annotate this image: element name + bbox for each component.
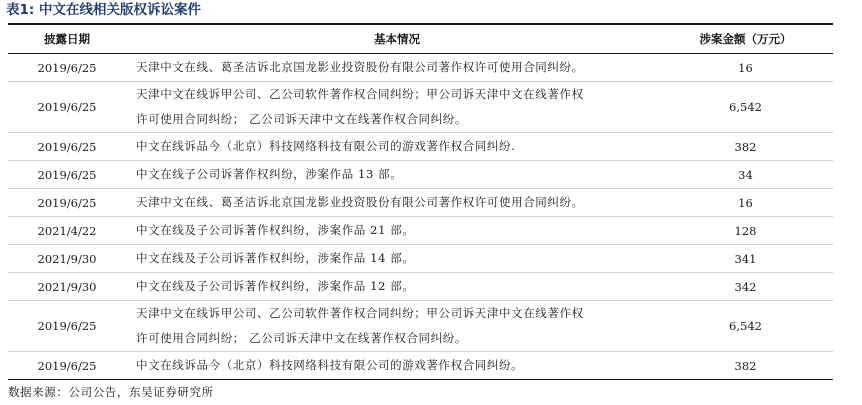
cell-amount: 16 <box>658 189 833 217</box>
cell-amount: 382 <box>658 133 833 161</box>
cell-description <box>126 189 658 217</box>
cell-date: 2019/6/25 <box>8 189 126 217</box>
description-line: 天津中文在线、葛圣洁诉北京国龙影业投资股份有限公司著作权许可使用合同纠纷。 <box>136 60 584 74</box>
cell-date: 2019/6/25 <box>8 82 126 133</box>
cell-date: 2019/6/25 <box>8 133 126 161</box>
cell-description <box>126 54 658 82</box>
cell-date: 2021/9/30 <box>8 273 126 301</box>
cell-amount: 6,542 <box>658 82 833 133</box>
description-line: 许可使用合同纠纷； 乙公司诉天津中文在线著作权合同纠纷。 <box>136 331 467 345</box>
table-row <box>8 217 833 245</box>
table-row <box>8 161 833 189</box>
description-line: 中文在线诉品今（北京）科技网络科技有限公司的游戏著作权合同纠纷。 <box>136 358 524 372</box>
cell-description <box>126 273 658 301</box>
description-line: 天津中文在线诉甲公司、乙公司软件著作权合同纠纷；甲公司诉天津中文在线著作权 <box>136 87 584 101</box>
table-row <box>8 133 833 161</box>
description-line: 天津中文在线、葛圣洁诉北京国龙影业投资股份有限公司著作权许可使用合同纠纷。 <box>136 195 584 209</box>
description-line: 中文在线及子公司诉著作权纠纷，涉案作品 14 部。 <box>136 251 415 265</box>
table-title: 表1: 中文在线相关版权诉讼案件 <box>6 2 201 18</box>
cell-date: 2021/4/22 <box>8 217 126 245</box>
cell-description <box>126 301 658 352</box>
cell-amount: 341 <box>658 245 833 273</box>
cell-description <box>126 245 658 273</box>
table-row <box>8 273 833 301</box>
description-line: 中文在线诉品今（北京）科技网络科技有限公司的游戏著作权合同纠纷. <box>136 139 516 153</box>
cell-amount: 34 <box>658 161 833 189</box>
description-line: 许可使用合同纠纷； 乙公司诉天津中文在线著作权合同纠纷。 <box>136 112 467 126</box>
cell-amount: 16 <box>658 54 833 82</box>
header-description: 基本情况 <box>126 24 658 54</box>
cell-description <box>126 133 658 161</box>
cell-date: 2019/6/25 <box>8 54 126 82</box>
cell-amount: 382 <box>658 352 833 380</box>
table-row <box>8 82 833 133</box>
cell-date: 2019/6/25 <box>8 301 126 352</box>
table-body <box>8 54 833 380</box>
table-row <box>8 54 833 82</box>
table-row <box>8 301 833 352</box>
table-row <box>8 352 833 380</box>
cell-description <box>126 217 658 245</box>
lawsuit-table-container <box>8 23 833 380</box>
description-line: 中文在线及子公司诉著作权纠纷，涉案作品 12 部。 <box>136 279 415 293</box>
header-date: 披露日期 <box>8 24 126 54</box>
header-amount: 涉案金额（万元） <box>658 24 833 54</box>
cell-description <box>126 161 658 189</box>
data-source-note: 数据来源：公司公告，东吴证券研究所 <box>8 385 214 399</box>
cell-amount: 342 <box>658 273 833 301</box>
cell-description <box>126 352 658 380</box>
description-line: 中文在线子公司诉著作权纠纷，涉案作品 13 部。 <box>136 167 403 181</box>
cell-date: 2019/6/25 <box>8 161 126 189</box>
description-line: 天津中文在线诉甲公司、乙公司软件著作权合同纠纷；甲公司诉天津中文在线著作权 <box>136 306 584 320</box>
cell-date: 2019/6/25 <box>8 352 126 380</box>
table-header-row <box>8 24 833 54</box>
cell-amount: 128 <box>658 217 833 245</box>
cell-amount: 6,542 <box>658 301 833 352</box>
table-row <box>8 189 833 217</box>
lawsuit-table <box>8 23 833 380</box>
table-row <box>8 245 833 273</box>
cell-description <box>126 82 658 133</box>
description-line: 中文在线及子公司诉著作权纠纷，涉案作品 21 部。 <box>136 223 415 237</box>
cell-date: 2021/9/30 <box>8 245 126 273</box>
